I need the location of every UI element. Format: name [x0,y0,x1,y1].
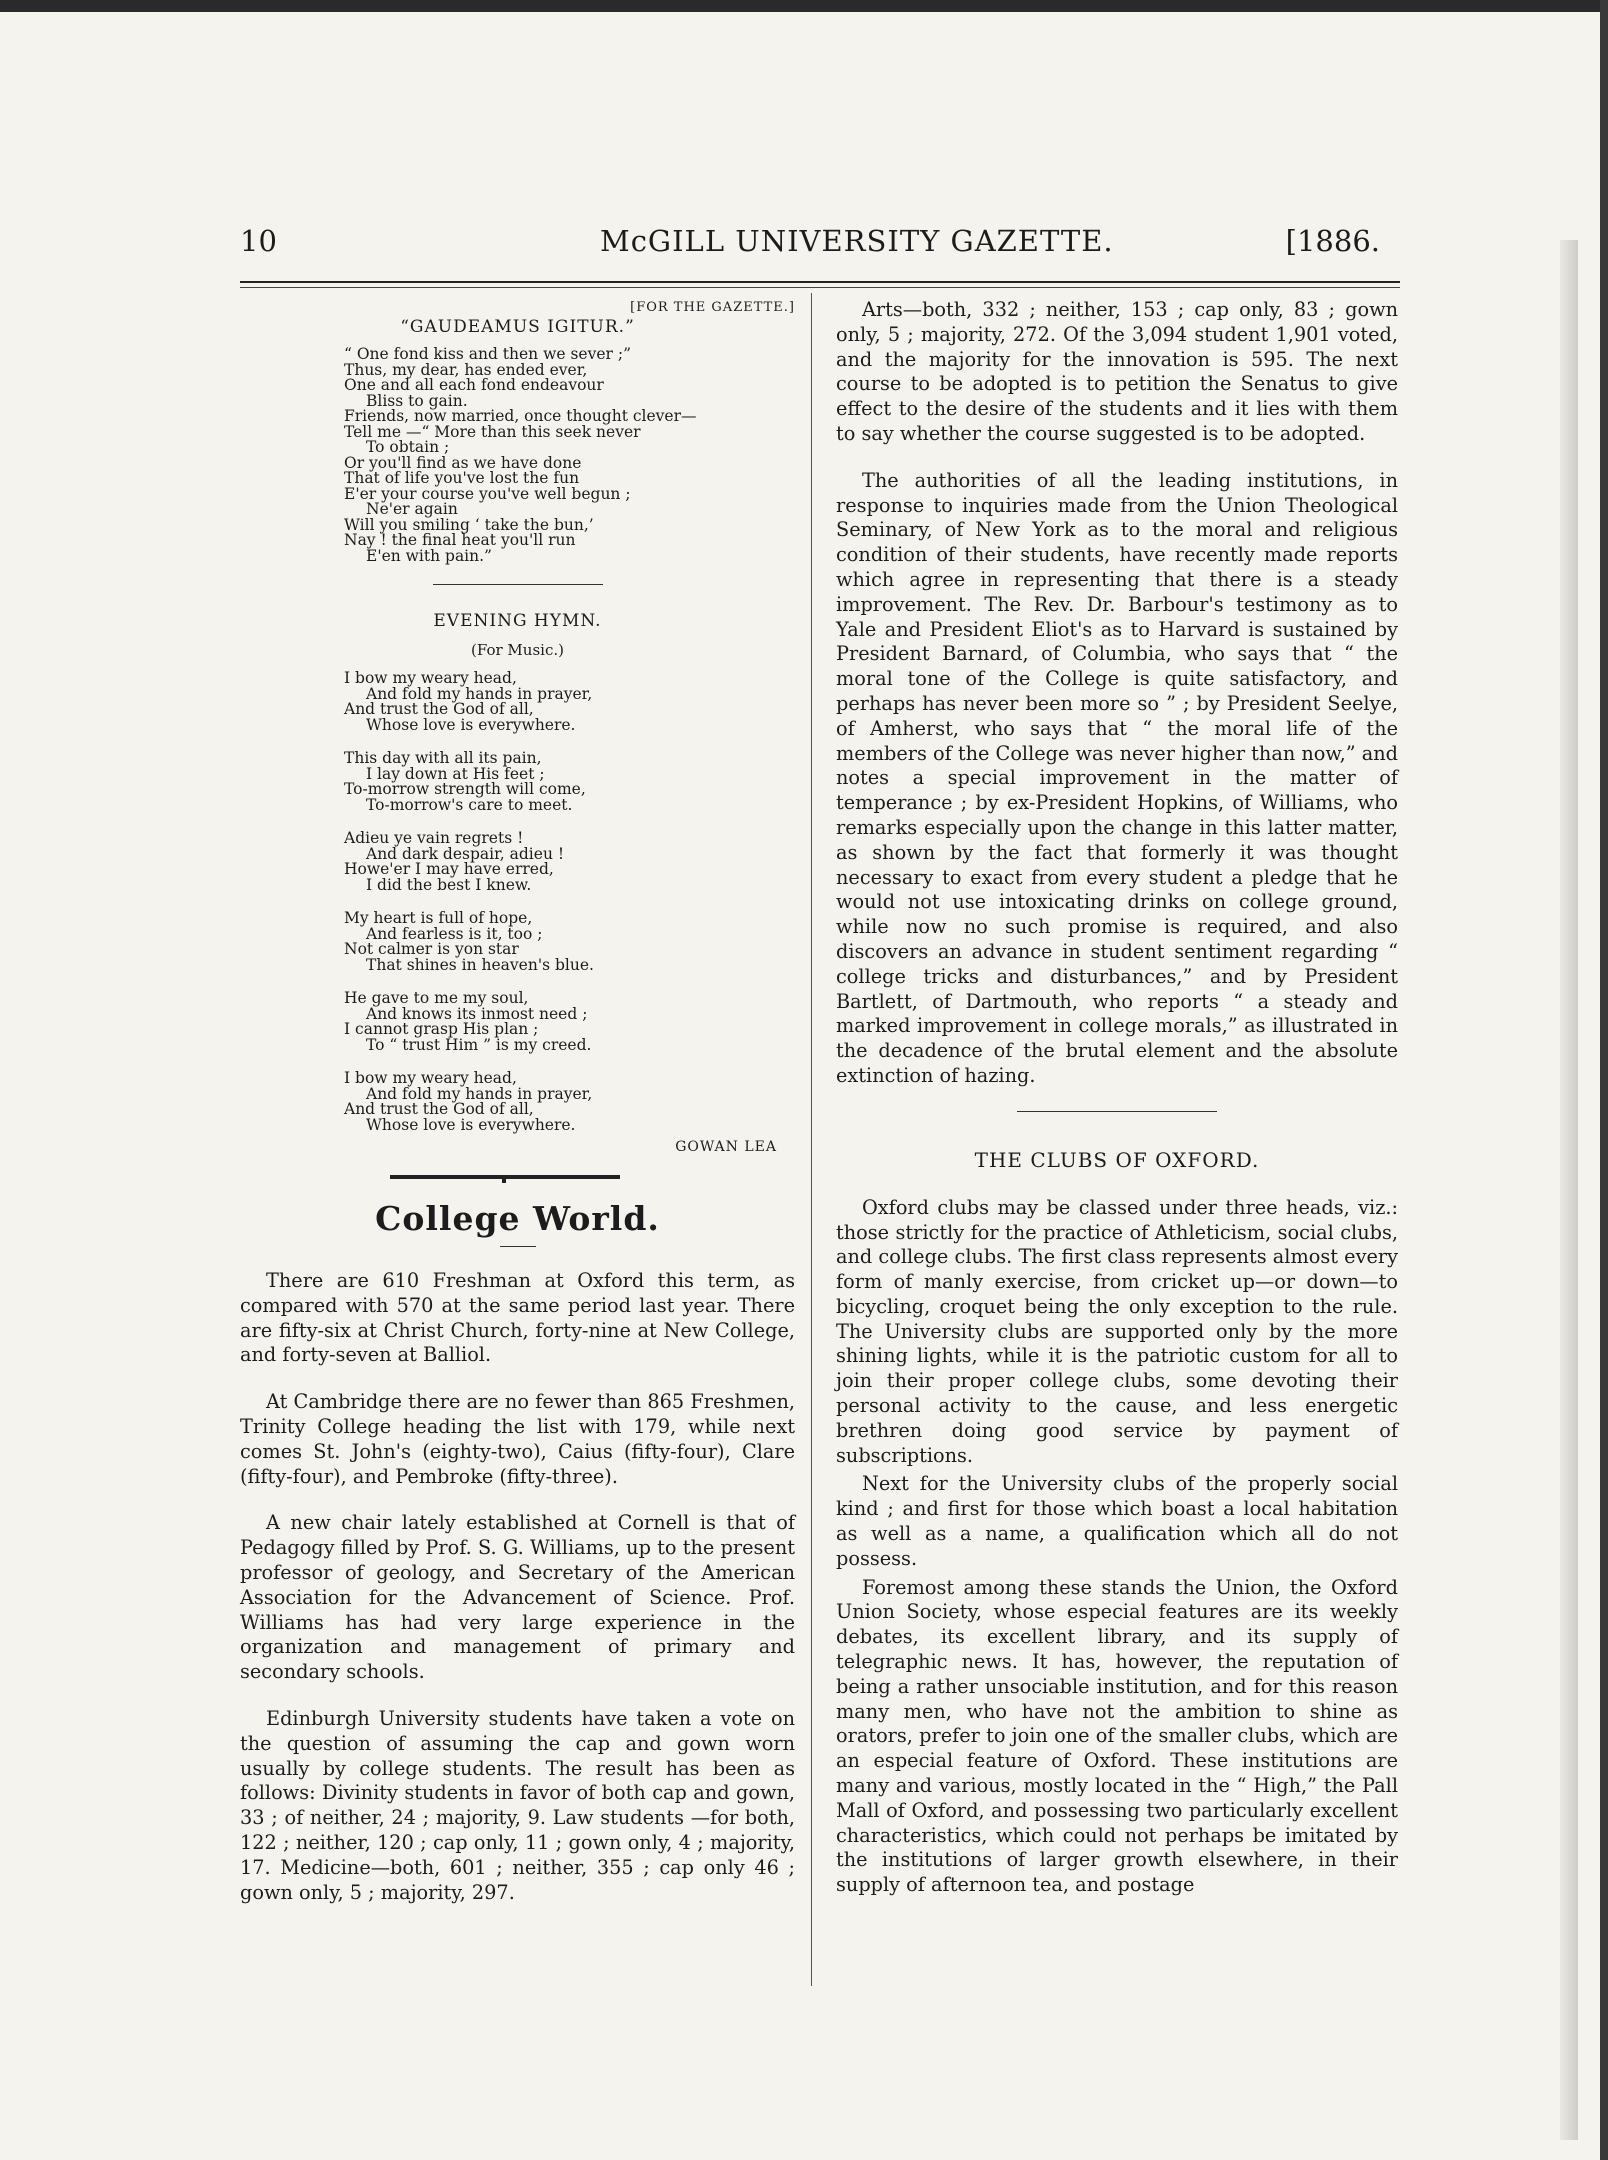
poem-line: He gave to me my soul, [344,989,529,1007]
poem-evening-hymn [344,671,795,1133]
poem-line: “ One fond kiss and then we sever ;” [344,345,631,363]
poem-line: Or you'll find as we have done [344,453,582,472]
page-header [240,218,1380,264]
poem-signature: GOWAN LEA [675,1139,777,1155]
college-world-body [240,1269,795,1905]
paragraph: Arts—both, 332 ; neither, 153 ; cap only, 83 ; gown only, 5 ; majority, 272. Of the 3,094 student 1,901 voted, and the majority for the innovation is 595. The next course to be adopted is to petition the Senatus to give effect to the desire of the students and it lies with them to say whether the course suggested is to be adopted. [836,298,1398,445]
poem-line: Will you smiling ‘ take the bun,’ [344,515,594,534]
poem-title-evening-hymn: EVENING HYMN. [433,611,602,631]
poem-line: To-morrow strength will come, [344,780,586,798]
poem-credit: [FOR THE GAZETTE.] [630,300,795,315]
poem-subtitle: (For Music.) [471,641,564,659]
poem-line: E'en with pain.” [366,546,492,565]
heading-underline [500,1246,536,1247]
poem-line: I bow my weary head, [344,1069,517,1087]
poem-gaudeamus [344,347,795,564]
poem-line: And trust the God of all, [344,1100,534,1118]
poem-line: Friends, now married, once thought clever— [344,407,697,425]
poem-line: Bliss to gain. [366,391,468,410]
scan-border-top [0,0,1608,12]
section-rule [390,1175,620,1179]
section-heading-clubs-of-oxford: THE CLUBS OF OXFORD. [974,1147,1260,1172]
poem-line: I cannot grasp His plan ; [344,1020,539,1038]
poem-line: That of life you've lost the fun [344,469,580,487]
header-rule-thin [240,287,1400,288]
clubs-of-oxford-body [836,1196,1398,1898]
page-number: 10 [240,224,277,258]
issue-year: [1886. [1285,224,1380,258]
right-column [836,298,1398,1902]
section-heading-college-world: College World. [375,1199,660,1238]
poem-line: To obtain ; [366,438,450,456]
page-edge-shadow [1560,240,1578,2140]
poem-title-gaudeamus: “GAUDEAMUS IGITUR.” [400,317,635,337]
poem-line: And knows its inmost need ; [366,1004,588,1023]
poem-line: Adieu ye vain regrets ! [344,829,524,847]
paragraph: There are 610 Freshman at Oxford this term, as compared with 570 at the same period last year. There are fifty-six at Christ Church, forty-nine at New College, and forty-seven at Balliol. [240,1269,795,1367]
poem-line: Tell me —“ More than this seek never [344,422,641,441]
scan-border-right [1600,0,1608,2160]
poem-line: E'er your course you've well begun ; [344,484,631,503]
poem-line: That shines in heaven's blue. [366,955,594,974]
poem-line: And fold my hands in prayer, [366,1084,593,1103]
poem-line: And fearless is it, too ; [366,924,543,943]
poem-line: To “ trust Him ” is my creed. [366,1035,592,1054]
paragraph: A new chair lately established at Cornell is that of Pedagogy filled by Prof. S. G. Williams, up to the present professor of geology, and Secretary of the American Association for the Advancement of Science. Prof. Williams has had very large experience in the organization and management of primary and secondary schools. [240,1511,795,1684]
poem-line: And fold my hands in prayer, [366,684,593,703]
poem-line: To-morrow's care to meet. [366,795,573,814]
header-rule [240,281,1400,283]
paragraph: The authorities of all the leading institutions, in response to inquiries made from the Union Theological Seminary, of New York as to the moral and religious condition of their students, have recently made reports which agree in representing that there is a steady improvement. The Rev. Dr. Barbour's testimony as to Yale and President Eliot's as to Harvard is sustained by President Barnard, of Columbia, who says that “ the moral tone of the College is quite satisfactory, and perhaps has never been more so ” ; by President Seelye, of Amherst, who says that “ the moral life of the members of the College was never higher than now,” and notes a special improvement in the matter of temperance ; by ex-President Hopkins, of Williams, who remarks especially upon the change in this latter matter, as shown by the fact that formerly it was thought necessary to exact from every student a pledge that he would not use intoxicating drinks on college ground, while now no such promise is required, and also discovers an advance in student sentiment regarding “ college tricks and disturbances,” and by President Bartlett, of Dartmouth, who reports “ a steady and marked improvement in college morals,” as illustrated in the decadence of the brutal element and the absolute extinction of hazing. [836,468,1398,1087]
paragraph: Edinburgh University students have taken a vote on the question of assuming the cap and gown worn usually by college students. The result has been as follows: Divinity students in favor of both cap and gown, 33 ; of neither, 24 ; majority, 9. Law students —for both, 122 ; neither, 120 ; cap only, 11 ; gown only, 4 ; majority, 17. Medicine—both, 601 ; neither, 355 ; cap only 46 ; gown only, 5 ; majority, 297. [240,1706,795,1904]
poem-line: And dark despair, adieu ! [366,844,565,863]
left-column [240,298,795,1927]
right-column-body [836,298,1398,1089]
poem-line: Ne'er again [366,500,458,518]
poem-line: And trust the God of all, [344,700,534,718]
poem-line: My heart is full of hope, [344,909,533,927]
paragraph: At Cambridge there are no fewer than 865 Freshmen, Trinity College heading the list with 179, while next comes St. John's (eighty-two), Caius (fifty-four), Clare (fifty-four), and Pembroke (fifty-three). [240,1390,795,1488]
poem-separator [433,584,603,585]
article-separator [1017,1111,1217,1112]
publication-title: McGILL UNIVERSITY GAZETTE. [600,224,1114,258]
poem-line: Nay ! the final heat you'll run [344,531,576,549]
paragraph: Oxford clubs may be classed under three heads, viz.: those strictly for the practice of Athleticism, social clubs, and college clubs. The first class represents almost every form of manly exercise, from cricket up—or down—to bicycling, croquet being the only exception to the rule. The University clubs are supported only by the more shining lights, while it is the patriotic custom for all to join their proper college clubs, some devoting their personal activity to the cause, and less energetic brethren doing good service by payment of subscriptions. [836,1195,1398,1467]
paragraph: Next for the University clubs of the properly social kind ; and first for those which boast a local habitation as well as a name, a qualification which all do not possess. [836,1472,1398,1570]
poem-line: This day with all its pain, [344,749,542,767]
poem-line: I bow my weary head, [344,669,517,687]
poem-line: Howe'er I may have erred, [344,860,554,878]
poem-line: Thus, my dear, has ended ever, [344,360,588,379]
poem-line: Not calmer is yon star [344,940,519,958]
poem-line: Whose love is everywhere. [366,715,576,734]
paragraph: Foremost among these stands the Union, the Oxford Union Society, whose especial features are its weekly debates, its excellent library, and its supply of telegraphic news. It has, however, the reputation of being a rather unsociable institution, and for this reason many men, who have not the ambition to shine as orators, prefer to join one of the smaller clubs, which are an especial feature of Oxford. These institutions are many and various, mostly located in the “ High,” the Pall Mall of Oxford, and possessing two particularly excellent characteristics, which could not perhaps be imitated by the institutions of larger growth elsewhere, in their supply of afternoon tea, and postage [836,1575,1398,1897]
poem-line: I lay down at His feet ; [366,764,545,783]
column-divider [811,293,812,1986]
poem-line: I did the best I knew. [366,875,532,894]
poem-line: One and all each fond endeavour [344,376,604,394]
poem-line: Whose love is everywhere. [366,1115,576,1134]
